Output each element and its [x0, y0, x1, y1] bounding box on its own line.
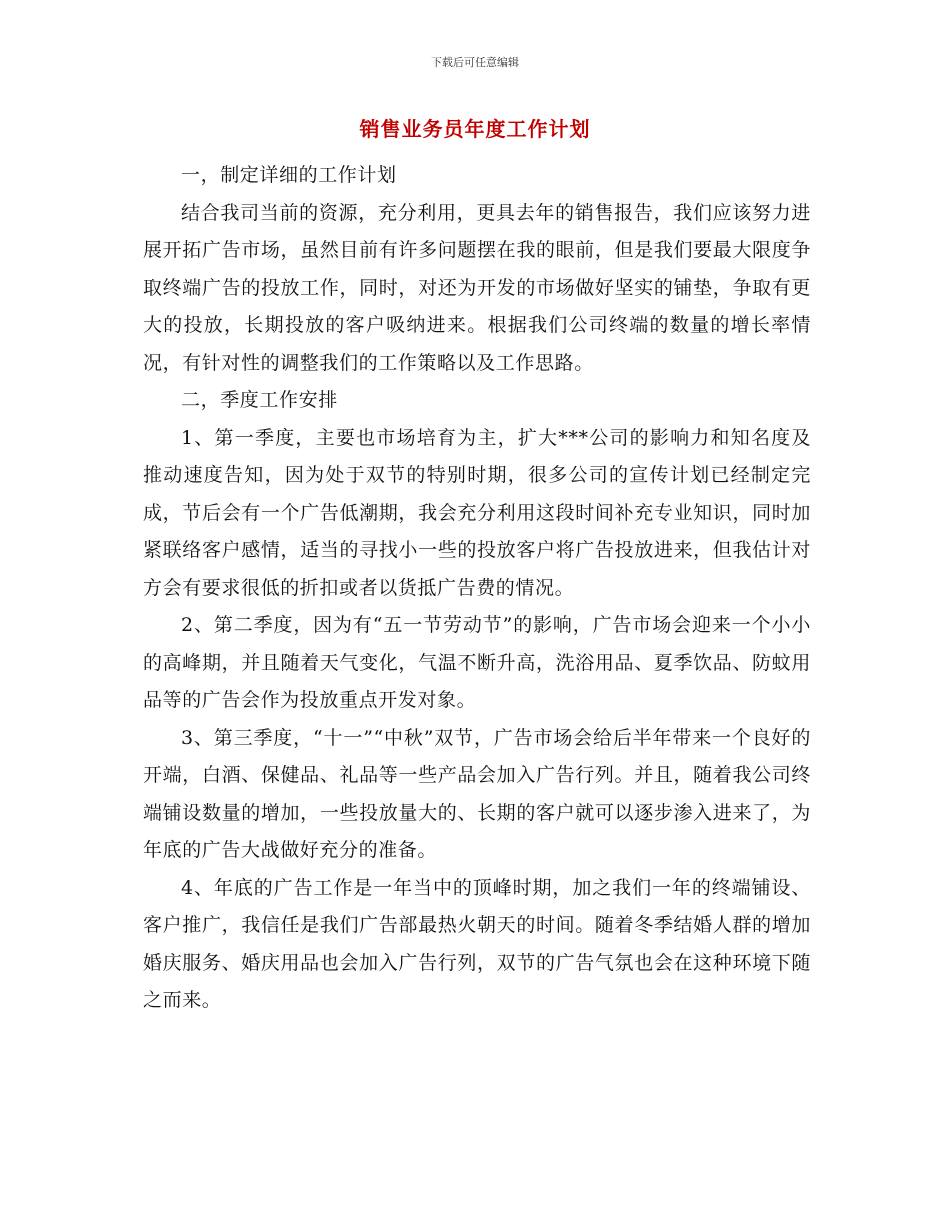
section-heading-quarterly: 二，季度工作安排	[181, 389, 338, 411]
paragraph-q3: 3、第三季度，“十一”“中秋”双节，广告市场会给后半年带来一个良好的开端，白酒、保健品、礼品等一些产品会加入广告行列。并且，随着我公司终端铺设数量的增加，一些投放量大的、长期的客户就可以逐步渗入进来了，为年底的广告大战做好充分的准备。	[143, 726, 811, 861]
document-title: 销售业务员年度工作计划	[359, 117, 591, 141]
paragraph-q1: 1、第一季度，主要也市场培育为主，扩大***公司的影响力和知名度及推动速度告知，因为处于双节的特别时期，很多公司的宣传计划已经制定完成，节后会有一个广告低潮期，我会充分利用这段时间补充专业知识，同时加紧联络客户感情，适当的寻找小一些的投放客户将广告投放进来，但我估计对方会有要求很低的折扣或者以货抵广告费的情况。	[143, 426, 811, 599]
paragraph-q4: 4、年底的广告工作是一年当中的顶峰时期，加之我们一年的终端铺设、客户推广，我信任是我们广告部最热火朝天的时间。随着冬季结婚人群的增加婚庆服务、婚庆用品也会加入广告行列，双节的广告气氛也会在这种环境下随之而来。	[143, 876, 811, 1011]
section-heading-plan: 一，制定详细的工作计划	[181, 164, 397, 186]
paragraph-q2: 2、第二季度，因为有“五一节劳动节”的影响，广告市场会迎来一个小小的高峰期，并且随着天气变化，气温不断升高，洗浴用品、夏季饮品、防蚊用品等的广告会作为投放重点开发对象。	[143, 614, 811, 711]
document-body	[143, 157, 811, 1020]
paragraph-plan-body: 结合我司当前的资源，充分利用，更具去年的销售报告，我们应该努力进展开拓广告市场，虽然目前有许多问题摆在我的眼前，但是我们要最大限度争取终端广告的投放工作，同时，对还为开发的市场做好坚实的铺垫，争取有更大的投放，长期投放的客户吸纳进来。根据我们公司终端的数量的增长率情况，有针对性的调整我们的工作策略以及工作思路。	[143, 201, 811, 374]
header-note: 下载后可任意编辑	[431, 56, 519, 69]
